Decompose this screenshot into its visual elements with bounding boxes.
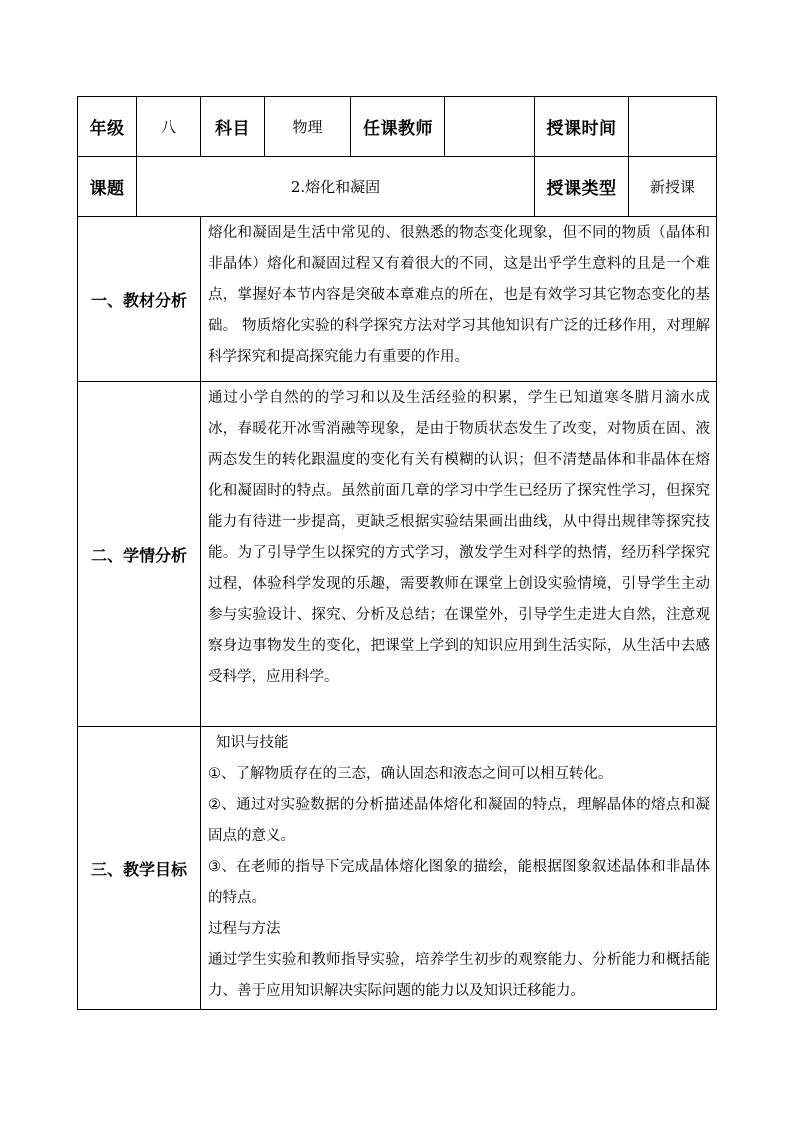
goal-item-2: ②、通过对实验数据的分析描述晶体熔化和凝固的特点，理解晶体的熔点和凝固点的意义。: [208, 797, 710, 844]
process-heading: 过程与方法: [208, 921, 281, 937]
teacher-label: 任课教师: [351, 97, 445, 157]
knowledge-heading: 知识与技能: [216, 735, 289, 751]
lesson-plan-table: [77, 96, 717, 1010]
type-value: 新授课: [629, 157, 717, 217]
teacher-value: [445, 97, 535, 157]
grade-label: 年级: [78, 97, 137, 157]
textbook-analysis-row: [78, 217, 717, 382]
time-label: 授课时间: [535, 97, 629, 157]
type-label: 授课类型: [535, 157, 629, 217]
topic-label: 课题: [78, 157, 137, 217]
student-analysis-title: 二、学情分析: [78, 382, 201, 727]
topic-value: 2.熔化和凝固: [137, 157, 535, 217]
teaching-goals-title: 三、教学目标: [78, 727, 201, 1010]
subject-value: 物理: [265, 97, 351, 157]
goal-item-1: ①、了解物质存在的三态，确认固态和液态之间可以相互转化。: [208, 766, 613, 782]
subject-label: 科目: [201, 97, 265, 157]
student-analysis-row: [78, 382, 717, 727]
student-analysis-text: 通过小学自然的的学习和以及生活经验的积累，学生已知道寒冬腊月滴水成冰，春暖花开冰雪消融等现象，是由于物质状态发生了改变，对物质在固、液两态发生的转化跟温度的变化有关有模糊的认识；但不清楚晶体和非晶体在熔化和凝固时的特点。虽然前面几章的学习中学生已经历了探究性学习，但探究能力有待进一步提高，更缺乏根据实验结果画出曲线，从中得出规律等探究技能。为了引导学生以探究的方式学习，激发学生对科学的热情，经历科学探究过程，体验科学发现的乐趣，需要教师在课堂上创设实验情境，引导学生主动参与实验设计、探究、分析及总结；在课堂外，引导学生走进大自然，注意观察身边事物发生的变化，把课堂上学到的知识应用到生活实际，从生活中去感受科学，应用科学。: [201, 382, 717, 727]
textbook-analysis-text: 熔化和凝固是生活中常见的、很熟悉的物态变化现象，但不同的物质（晶体和非晶体）熔化和凝固过程又有着很大的不同，这是出乎学生意料的且是一个难点，掌握好本节内容是突破本章难点的所在，也是有效学习其它物态变化的基础。 物质熔化实验的科学探究方法对学习其他知识有广泛的迁移作用，对理解科学探究和提高探究能力有重要的作用。: [201, 217, 717, 382]
goal-item-3: ③、在老师的指导下完成晶体熔化图象的描绘，能根据图象叙述晶体和非晶体的特点。: [208, 859, 710, 906]
process-text: 通过学生实验和教师指导实验，培养学生初步的观察能力、分析能力和概括能力、善于应用知识解决实际问题的能力以及知识迁移能力。: [208, 952, 710, 999]
textbook-analysis-title: 一、教材分析: [78, 217, 201, 382]
grade-value: 八: [137, 97, 201, 157]
teaching-goals-row: [78, 727, 717, 1010]
header-row-2: [78, 157, 717, 217]
time-value: [629, 97, 717, 157]
header-row-1: [78, 97, 717, 157]
teaching-goals-content: [201, 727, 717, 1010]
